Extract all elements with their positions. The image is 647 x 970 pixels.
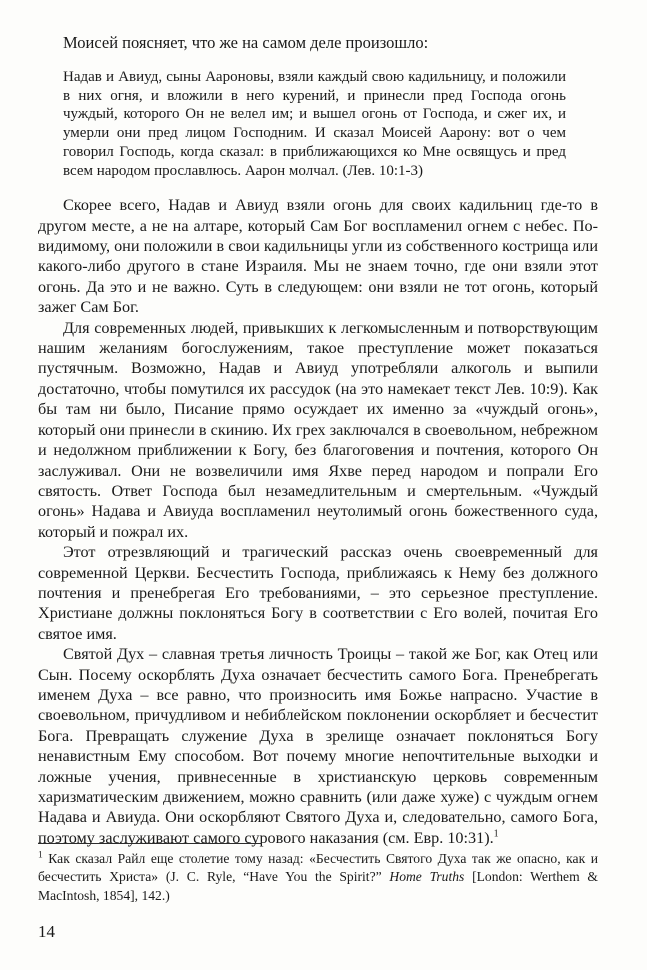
footnote-rule [38,843,262,844]
footnote-book-title: Home Truths [389,869,465,885]
intro-line: Моисей поясняет, что же на самом деле произошло: [63,33,429,52]
footnote-block [38,843,598,905]
paragraph-text: Святой Дух – славная третья личность Троицы – такой же Бог, как Отец или Сын. Посему оскорблять Духа означает бесчестить самого Бога. Пренебрегать именем Духа – все равно, что произносить имя Божье напрасно. Участие в своевольном, причудливом и небиблейском поклонении оскорбляет и бесчестит Бога. Превращать служение Духа в зрелище означает поклоняться Богу ненавистным Ему способом. Вот почему многие непочтительные выходки и ложные учения, привнесенные в христианскую церковь современным харизматическим движением, можно сравнить (или даже хуже) с чуждым огнем Надава и Авиуда. Они оскорбляют Святого Духа и, следовательно, самого Бога, поэтому заслуживают самого сурового наказания (см. Евр. 10:31). [38,645,598,847]
page-content [38,33,598,848]
page-number: 14 [38,922,55,941]
footnote-text: Как сказал Райл еще столетие тому назад: «Бесчестить Святого Духа так же опасно, как и бесчестить Христа» (J. C. Ryle, “Have You the Spirit?” [38,851,598,885]
scripture-quote: Надав и Авиуд, сыны Аароновы, взяли каждый свою кадильницу, и положили в них огня, и вложили в него курений, и принесли пред Господа огонь чуждый, которого Он не велел им; и вышел огонь от Господа, и сжег их, и умерли они пред лицом Господним. И сказал Моисей Аарону: вот о чем говорил Господь, когда сказал: в приближающихся ко Мне освящусь и пред всем народом прославлюсь. Аарон молчал. (Лев. 10:1-3) [63,69,566,179]
footnote-text: [London: Werthem & MacIntosh, 1854], 142.) [38,869,598,903]
footnote-reference: 1 [493,828,499,840]
body-paragraph [38,644,598,848]
body-paragraph: Скорее всего, Надав и Авиуд взяли огонь для своих кадильниц где-то в другом месте, а не на алтаре, который Сам Бог воспламенил огнем с небес. По-видимому, они положили в свои кадильницы угли из собственного кострища или какого-либо другого в стане Израиля. Мы не знаем точно, где они взяли этот огонь. Да это и не важно. Суть в следующем: они взяли не тот огонь, который зажег Сам Бог. [38,196,598,317]
body-paragraph: Для современных людей, привыкших к легкомысленным и потворствующим нашим желаниям богослужениям, такое преступление может показаться пустячным. Возможно, Надав и Авиуд употребляли алкоголь и выпили достаточно, чтобы помутился их рассудок (на это намекает текст Лев. 10:9). Как бы там ни было, Писание прямо осуждает их именно за «чуждый огонь», который они принесли в скинию. Их грех заключался в своевольном, небрежном и недолжном приближении к Богу, без благоговения и почтения, которого Он заслуживал. Они не возвеличили имя Яхве перед народом и попрали Его святость. Ответ Господа был незамедлительным и смертельным. «Чуждый огонь» Надава и Авиуда воспламенил неутолимый огонь божественного суда, который и пожрал их. [38,318,598,541]
footnote-marker: 1 [38,850,43,861]
body-paragraph: Этот отрезвляющий и трагический рассказ очень своевременный для современной Церкви. Бесчестить Господа, приближаясь к Нему без должного почтения и пренебрегая Его требованиями, – это серьезное преступление. Христиане должны поклоняться Богу в соответствии с Его волей, почитая Его святое имя. [38,543,598,643]
